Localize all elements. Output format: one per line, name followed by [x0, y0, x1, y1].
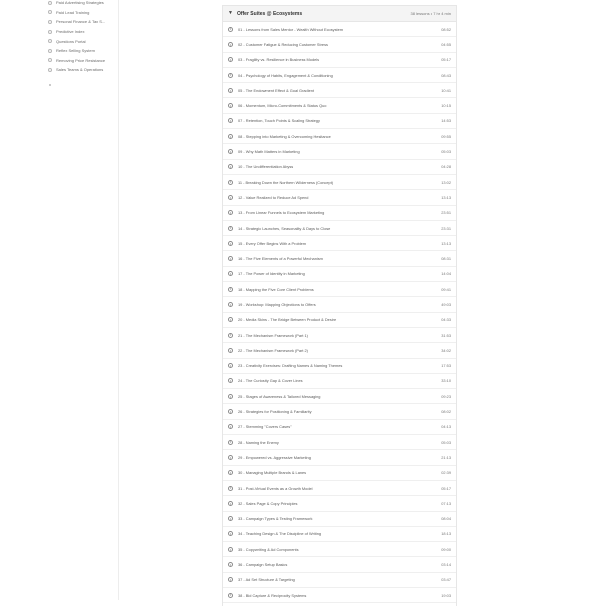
lesson-duration: 04:28	[441, 164, 451, 170]
circle-icon	[48, 58, 52, 62]
play-circle-icon[interactable]	[228, 73, 233, 78]
lesson-row[interactable]	[223, 251, 456, 266]
circle-icon	[48, 49, 52, 53]
lesson-row[interactable]	[223, 374, 456, 389]
play-circle-icon[interactable]	[228, 577, 233, 582]
lesson-title[interactable]: 06 - Momentum, Micro-Commitments & Status Quo	[238, 103, 327, 109]
sidebar-item[interactable]	[48, 65, 105, 75]
lesson-title[interactable]: 02 - Customer Fatigue & Reducing Customer Stress	[238, 41, 328, 47]
lesson-title[interactable]: 33 - Campaign Types & Testing Framework	[238, 516, 313, 522]
circle-icon	[48, 1, 52, 5]
lesson-duration: 23:31	[441, 225, 451, 231]
lesson-title[interactable]: 13 - From Linear Funnels to Ecosystem Marketing	[238, 210, 325, 216]
lesson-duration: 05:17	[441, 57, 451, 63]
lesson-title[interactable]: 09 - Why Math Matters in Marketing	[238, 149, 300, 155]
lesson-duration: 08:43	[441, 72, 451, 78]
lesson-duration: 13:13	[441, 240, 451, 246]
lesson-title[interactable]: 31 - Post-Virtual Events as a Growth Model	[238, 485, 313, 491]
play-circle-icon[interactable]	[228, 547, 233, 552]
play-circle-icon[interactable]	[228, 470, 233, 475]
lesson-title[interactable]: 20 - Media Skins - The Bridge Between Product & Desire	[238, 317, 337, 323]
play-circle-icon[interactable]	[228, 180, 233, 185]
lesson-row[interactable]	[223, 435, 456, 450]
lesson-row[interactable]	[223, 206, 456, 221]
play-circle-icon[interactable]	[228, 562, 233, 567]
lesson-title[interactable]: 16 - The Five Elements of a Powerful Mechanism	[238, 256, 323, 262]
lesson-title[interactable]: 18 - Mapping the Five Core Client Problems	[238, 286, 314, 292]
sidebar-item[interactable]	[48, 56, 105, 66]
play-circle-icon[interactable]	[228, 27, 233, 32]
sidebar-item-label: Paid Lead Training	[56, 9, 90, 15]
play-circle-icon[interactable]	[228, 134, 233, 139]
circle-icon	[48, 30, 52, 34]
lesson-duration: 08:52	[441, 26, 451, 32]
circle-icon	[48, 39, 52, 43]
play-circle-icon[interactable]	[228, 409, 233, 414]
play-circle-icon[interactable]	[228, 195, 233, 200]
sidebar-item[interactable]	[48, 46, 105, 56]
lesson-title[interactable]: 28 - Naming the Enemy	[238, 439, 279, 445]
lesson-title[interactable]: 32 - Sales Page & Copy Principles	[238, 500, 298, 506]
lesson-row[interactable]	[223, 466, 456, 481]
play-circle-icon[interactable]	[228, 516, 233, 521]
sidebar-item[interactable]	[48, 8, 105, 18]
lesson-duration: 14:53	[441, 118, 451, 124]
lesson-duration: 04:13	[441, 424, 451, 430]
lesson-duration: 04:33	[441, 317, 451, 323]
lesson-title[interactable]: 08 - Stepping into Marketing & Overcoming Hesitance	[238, 133, 331, 139]
lesson-title[interactable]: 11 - Breaking Down the Northern Wilderness (Concept)	[238, 179, 334, 185]
lesson-title[interactable]: 26 - Strategies for Positioning & Familiarity	[238, 409, 312, 415]
lesson-row[interactable]	[223, 37, 456, 52]
circle-icon	[48, 68, 52, 72]
lesson-duration: 08:02	[441, 409, 451, 415]
lesson-row[interactable]	[223, 236, 456, 251]
lesson-title[interactable]: 03 - Fragility vs. Resilience in Business Models	[238, 57, 320, 63]
sidebar-item-label: Removing Price Resistance	[56, 57, 106, 63]
lesson-row[interactable]	[223, 160, 456, 175]
lesson-row[interactable]	[223, 313, 456, 328]
lesson-duration: 05:03	[441, 149, 451, 155]
lesson-title[interactable]: 29 - Empowered vs. Aggressive Marketing	[238, 454, 311, 460]
play-circle-icon[interactable]	[228, 317, 233, 322]
play-circle-icon[interactable]	[228, 241, 233, 246]
lesson-duration: 07:13	[441, 500, 451, 506]
play-circle-icon[interactable]	[228, 256, 233, 261]
lesson-row[interactable]	[223, 420, 456, 435]
sidebar-item-label: Questions Portal	[56, 38, 86, 44]
play-circle-icon[interactable]	[228, 486, 233, 491]
sidebar-item[interactable]	[48, 0, 105, 8]
lesson-duration: 05:17	[441, 485, 451, 491]
lesson-duration: 10:15	[441, 103, 451, 109]
lesson-row[interactable]	[223, 114, 456, 129]
lesson-row[interactable]	[223, 389, 456, 404]
play-circle-icon[interactable]	[228, 424, 233, 429]
lesson-row[interactable]	[223, 557, 456, 572]
lesson-title[interactable]: 38 - Bid Capture & Reciprocity Systems	[238, 592, 307, 598]
lesson-title[interactable]: 30 - Managing Multiple Brands & Lanes	[238, 470, 307, 476]
lesson-row[interactable]	[223, 83, 456, 98]
lesson-title[interactable]: 04 - Psychology of Habits, Engagement & Conditioning	[238, 72, 333, 78]
lesson-title[interactable]: 19 - Workshop: Mapping Objections to Offers	[238, 301, 316, 307]
play-circle-icon[interactable]	[228, 271, 233, 276]
lesson-title[interactable]: 15 - Every Offer Begins With a Problem	[238, 240, 307, 246]
section-meta: 38 lessons • 7 hr 4 min	[410, 11, 451, 16]
lesson-title[interactable]: 34 - Teaching Design & The Discipline of Writing	[238, 531, 322, 537]
play-circle-icon[interactable]	[228, 287, 233, 292]
lesson-duration: 09:00	[441, 546, 451, 552]
section-header[interactable]	[223, 6, 456, 22]
lesson-row[interactable]	[223, 512, 456, 527]
play-circle-icon[interactable]	[228, 333, 233, 338]
play-circle-icon[interactable]	[228, 394, 233, 399]
lesson-duration: 13:02	[441, 179, 451, 185]
sidebar-item-label: Reflex Selling System	[56, 48, 95, 54]
lesson-title[interactable]: 36 - Campaign Setup Basics	[238, 562, 288, 568]
play-circle-icon[interactable]	[228, 57, 233, 62]
lesson-duration: 08:04	[441, 516, 451, 522]
sidebar-item-label: Predictive Index	[56, 29, 85, 35]
sidebar-divider-dot	[49, 84, 51, 86]
lesson-title[interactable]: 22 - The Mechanism Framework (Part 2)	[238, 347, 308, 353]
lesson-row[interactable]	[223, 22, 456, 37]
play-circle-icon[interactable]	[228, 302, 233, 307]
lesson-duration: 03:47	[441, 577, 451, 583]
lesson-row[interactable]	[223, 573, 456, 588]
lesson-row[interactable]	[223, 450, 456, 465]
lesson-duration: 33:10	[441, 378, 451, 384]
lesson-duration: 19:03	[441, 592, 451, 598]
circle-icon	[48, 10, 52, 14]
lesson-row[interactable]	[223, 542, 456, 557]
lesson-row[interactable]	[223, 98, 456, 113]
lesson-row[interactable]	[223, 496, 456, 511]
lesson-duration: 23:51	[441, 210, 451, 216]
lesson-title[interactable]: 01 - Lessons from Sales Mentor - Wealth Without Ecosystem	[238, 26, 344, 32]
lesson-duration: 04:55	[441, 41, 451, 47]
lesson-duration: 09:55	[441, 133, 451, 139]
sidebar-course-list	[48, 0, 105, 75]
lesson-duration: 17:53	[441, 363, 451, 369]
lesson-duration: 02:39	[441, 470, 451, 476]
sidebar-item[interactable]	[48, 36, 105, 46]
play-circle-icon[interactable]	[228, 149, 233, 154]
play-circle-icon[interactable]	[228, 378, 233, 383]
course-sidebar	[0, 0, 119, 600]
play-circle-icon[interactable]	[228, 440, 233, 445]
lesson-duration: 09:23	[441, 393, 451, 399]
play-circle-icon[interactable]	[228, 348, 233, 353]
play-circle-icon[interactable]	[228, 103, 233, 108]
lesson-row[interactable]	[223, 175, 456, 190]
lesson-duration: 49:03	[441, 301, 451, 307]
lesson-row[interactable]	[223, 68, 456, 83]
sidebar-item[interactable]	[48, 27, 105, 37]
lesson-title[interactable]: 37 - Ad Set Structure & Targeting	[238, 577, 295, 583]
lesson-title[interactable]: 35 - Copywriting & Ad Components	[238, 546, 299, 552]
lesson-duration: 10:41	[441, 87, 451, 93]
lesson-row[interactable]	[223, 282, 456, 297]
lesson-row[interactable]	[223, 343, 456, 358]
lesson-title[interactable]: 10 - The Undifferentiation Abyss	[238, 164, 294, 170]
sidebar-item-label: Personal Finance & Tax S...	[56, 19, 106, 25]
lesson-duration: 05:03	[441, 439, 451, 445]
lesson-list	[223, 22, 456, 603]
lesson-duration: 14:04	[441, 271, 451, 277]
lesson-duration: 09:41	[441, 286, 451, 292]
chevron-down-icon[interactable]: ▼	[228, 10, 233, 16]
lesson-title[interactable]: 05 - The Endowment Effect & Goal Gradient	[238, 87, 314, 93]
lesson-row[interactable]	[223, 297, 456, 312]
lesson-row[interactable]	[223, 404, 456, 419]
play-circle-icon[interactable]	[228, 88, 233, 93]
lesson-title[interactable]: 12 - Value Realized to Reduce Ad Spend	[238, 194, 309, 200]
lesson-row[interactable]	[223, 359, 456, 374]
play-circle-icon[interactable]	[228, 501, 233, 506]
lesson-title[interactable]: 14 - Strategic Launches, Seasonality & Days to Close	[238, 225, 331, 231]
lesson-title[interactable]: 23 - Creativity Exercises: Drafting Names & Naming Themes	[238, 363, 343, 369]
lesson-duration: 03:14	[441, 562, 451, 568]
lesson-title[interactable]: 25 - Stages of Awareness & Tailored Messaging	[238, 393, 321, 399]
lesson-duration: 08:31	[441, 256, 451, 262]
lesson-title[interactable]: 24 - The Curiosity Gap & Cover Lines	[238, 378, 303, 384]
play-circle-icon[interactable]	[228, 118, 233, 123]
lesson-row[interactable]	[223, 481, 456, 496]
lesson-duration: 34:02	[441, 347, 451, 353]
lesson-row[interactable]	[223, 588, 456, 603]
lesson-title[interactable]: 27 - Stemming "Covers Cases"	[238, 424, 292, 430]
lesson-duration: 18:13	[441, 531, 451, 537]
lesson-row[interactable]	[223, 527, 456, 542]
sidebar-item[interactable]	[48, 17, 105, 27]
lesson-title[interactable]: 07 - Retention, Touch Points & Scaling Strategy	[238, 118, 320, 124]
sidebar-item-label: Sales Teams & Operations	[56, 67, 104, 73]
sidebar-item-label: Paid Advertising Strategies	[56, 0, 104, 6]
lesson-row[interactable]	[223, 190, 456, 205]
lesson-row[interactable]	[223, 267, 456, 282]
lesson-title[interactable]: 17 - The Power of Identity in Marketing	[238, 271, 305, 277]
lesson-row[interactable]	[223, 144, 456, 159]
lesson-duration: 31:53	[441, 332, 451, 338]
play-circle-icon[interactable]	[228, 363, 233, 368]
lesson-duration: 21:13	[441, 454, 451, 460]
lesson-section-panel	[222, 5, 457, 606]
play-circle-icon[interactable]	[228, 42, 233, 47]
play-circle-icon[interactable]	[228, 593, 233, 598]
lesson-row[interactable]	[223, 328, 456, 343]
lesson-title[interactable]: 21 - The Mechanism Framework (Part 1)	[238, 332, 308, 338]
play-circle-icon[interactable]	[228, 455, 233, 460]
play-circle-icon[interactable]	[228, 210, 233, 215]
play-circle-icon[interactable]	[228, 164, 233, 169]
play-circle-icon[interactable]	[228, 531, 233, 536]
circle-icon	[48, 20, 52, 24]
lesson-row[interactable]	[223, 221, 456, 236]
lesson-row[interactable]	[223, 129, 456, 144]
play-circle-icon[interactable]	[228, 226, 233, 231]
lesson-row[interactable]	[223, 53, 456, 68]
section-title: Offer Suites @ Ecosystems	[236, 10, 303, 17]
lesson-duration: 13:13	[441, 194, 451, 200]
